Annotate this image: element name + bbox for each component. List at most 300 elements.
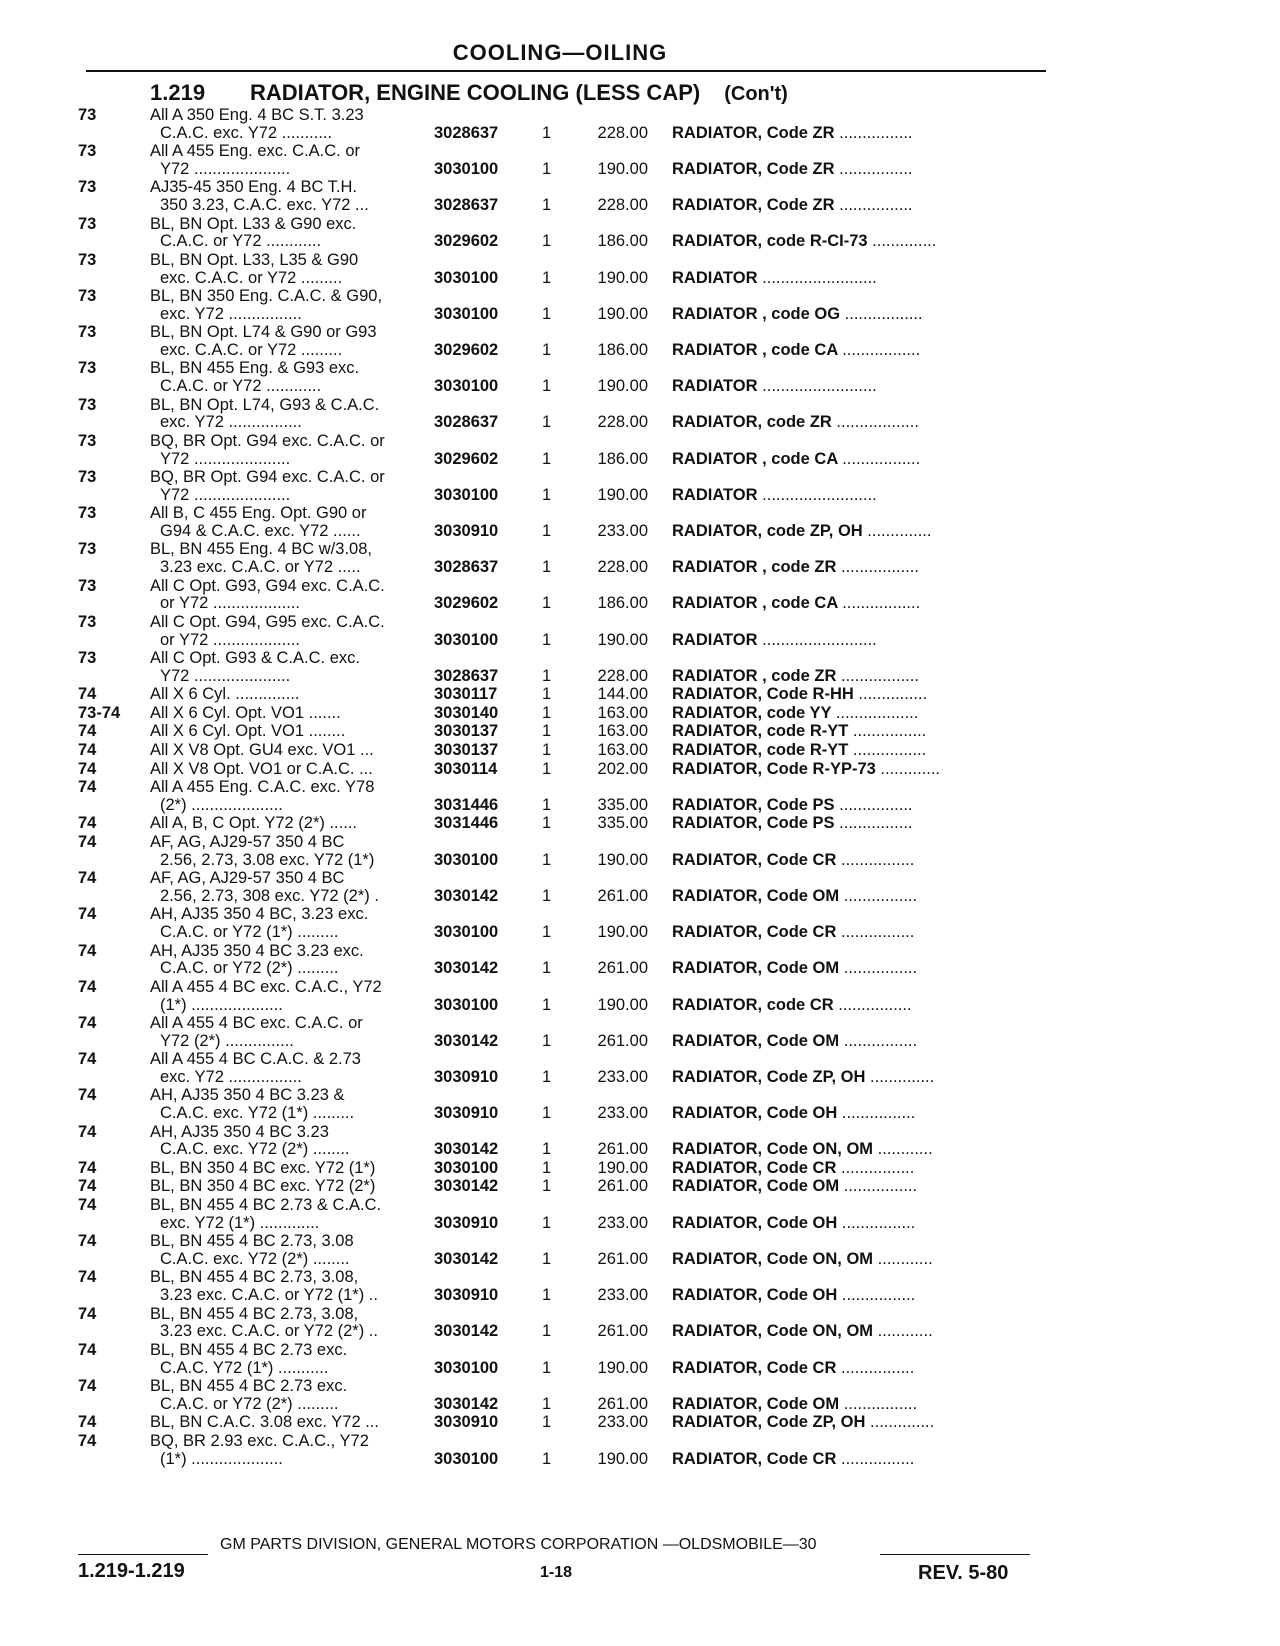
part-number: 3030142 — [434, 1249, 499, 1268]
quantity: 1 — [542, 232, 552, 251]
description-text: RADIATOR, Code ON, OM — [672, 1140, 874, 1159]
application-line-2: 2.56, 2.73, 308 exc. Y72 (2*) . — [160, 886, 379, 905]
description-text: RADIATOR, Code ZP, OH — [672, 1413, 866, 1432]
application-line-2: 2.56, 2.73, 3.08 exc. Y72 (1*) — [160, 850, 375, 869]
quantity: 1 — [542, 558, 552, 577]
part-number: 3030114 — [434, 759, 498, 778]
model-year: 73 — [78, 106, 97, 124]
part-number: 3030100 — [434, 377, 499, 396]
quantity: 1 — [542, 666, 552, 685]
list-item — [0, 741, 1280, 760]
quantity: 1 — [542, 703, 552, 722]
price: 190.00 — [597, 377, 648, 396]
price: 261.00 — [597, 959, 648, 978]
part-number: 3030142 — [434, 1394, 499, 1413]
model-year: 74 — [78, 833, 97, 851]
leader-dots: ................ — [852, 722, 927, 741]
part-description — [672, 1032, 917, 1051]
price: 190.00 — [597, 159, 648, 178]
application-line-2: C.A.C. exc. Y72 ........... — [160, 123, 333, 142]
model-year: 73 — [78, 142, 97, 161]
quantity: 1 — [542, 159, 552, 178]
list-item — [0, 1014, 1280, 1050]
application-line-2: C.A.C. or Y72 (2*) ......... — [160, 959, 339, 978]
leader-dots: ................ — [840, 1358, 915, 1377]
description-text: RADIATOR , code ZR — [672, 666, 837, 685]
application-line-1: All A 455 4 BC C.A.C. & 2.73 — [150, 1050, 361, 1069]
leader-dots: ................ — [843, 886, 918, 905]
model-year: 74 — [78, 1431, 97, 1450]
list-item — [0, 704, 1280, 723]
part-description — [672, 594, 920, 613]
application-line-2: (1*) .................... — [160, 1449, 283, 1468]
model-year: 74 — [78, 685, 97, 704]
part-description — [672, 760, 940, 779]
leader-dots: ................ — [852, 741, 927, 759]
application-line-2: C.A.C. or Y72 (1*) ......... — [160, 923, 339, 942]
part-description — [672, 722, 926, 741]
model-year: 74 — [78, 1014, 97, 1032]
quantity: 1 — [542, 196, 552, 215]
list-item — [0, 142, 1280, 178]
leader-dots: ................ — [841, 1104, 916, 1123]
part-description — [672, 522, 931, 541]
application-line-1: All X 6 Cyl. .............. — [150, 685, 300, 704]
application-line-1: All B, C 455 Eng. Opt. G90 or — [150, 504, 367, 523]
description-text: RADIATOR, code R-YT — [672, 741, 849, 759]
price: 228.00 — [597, 123, 648, 142]
list-item — [0, 577, 1280, 613]
part-number: 3029602 — [434, 449, 499, 468]
application-line-1: All X V8 Opt. GU4 exc. VO1 ... — [150, 741, 374, 759]
list-item — [0, 1377, 1280, 1413]
list-item — [0, 905, 1280, 941]
footer-publisher: GM PARTS DIVISION, GENERAL MOTORS CORPORATION —OLDSMOBILE—30 — [220, 1536, 817, 1553]
leader-dots: ................ — [839, 196, 913, 215]
application-line-1: AJ35-45 350 Eng. 4 BC T.H. — [150, 178, 357, 197]
footer-rule-left — [78, 1554, 208, 1555]
price: 261.00 — [597, 886, 648, 905]
price: 163.00 — [597, 741, 648, 759]
model-year: 73 — [78, 250, 97, 269]
application-line-2: C.A.C. exc. Y72 (1*) ......... — [160, 1104, 355, 1123]
list-item — [0, 760, 1280, 779]
quantity: 1 — [542, 959, 552, 978]
price: 233.00 — [597, 1413, 648, 1432]
quantity: 1 — [542, 1158, 552, 1177]
application-line-1: All C Opt. G94, G95 exc. C.A.C. — [150, 612, 385, 631]
part-number: 3030100 — [434, 304, 499, 323]
part-number: 3030117 — [434, 685, 498, 704]
part-number: 3030100 — [434, 630, 499, 649]
description-text: RADIATOR, Code CR — [672, 1158, 837, 1177]
quantity: 1 — [542, 722, 552, 741]
model-year: 74 — [78, 722, 97, 741]
model-year: 74 — [78, 1050, 97, 1069]
part-number: 3030140 — [434, 703, 499, 722]
application-line-1: All C Opt. G93 & C.A.C. exc. — [150, 649, 360, 667]
quantity: 1 — [542, 1322, 552, 1341]
price: 190.00 — [597, 923, 648, 942]
price: 190.00 — [597, 1158, 648, 1177]
list-item — [0, 1123, 1280, 1159]
part-description — [672, 704, 918, 723]
model-year: 73 — [78, 323, 97, 342]
model-year: 73 — [78, 178, 97, 197]
leader-dots: ................ — [840, 923, 915, 942]
part-description — [672, 196, 913, 215]
list-item — [0, 978, 1280, 1014]
part-description — [672, 558, 919, 577]
list-item — [0, 722, 1280, 741]
part-description — [672, 923, 914, 942]
model-year: 74 — [78, 1122, 97, 1141]
leader-dots: ................ — [841, 1286, 916, 1305]
price: 163.00 — [597, 722, 648, 741]
quantity: 1 — [542, 995, 552, 1014]
application-line-1: BL, BN 350 4 BC exc. Y72 (1*) — [150, 1158, 376, 1177]
description-text: RADIATOR, Code ZR — [672, 123, 835, 142]
part-description — [672, 269, 877, 288]
application-line-2: or Y72 ................... — [160, 594, 301, 613]
model-year: 73 — [78, 431, 97, 450]
leader-dots: ......................... — [762, 268, 877, 287]
application-line-1: All A 455 4 BC exc. C.A.C., Y72 — [150, 977, 382, 996]
quantity: 1 — [542, 1286, 552, 1305]
list-item — [0, 178, 1280, 214]
model-year: 74 — [78, 1340, 97, 1359]
part-number: 3030100 — [434, 850, 499, 869]
list-item — [0, 106, 1280, 142]
part-number: 3028637 — [434, 413, 499, 432]
quantity: 1 — [542, 1394, 552, 1413]
price: 202.00 — [597, 759, 648, 778]
description-text: RADIATOR, code ZR — [672, 413, 832, 432]
quantity: 1 — [542, 850, 552, 869]
price: 261.00 — [597, 1140, 648, 1159]
quantity: 1 — [542, 795, 552, 814]
leader-dots: ............... — [858, 685, 928, 704]
description-text: RADIATOR, Code R-YP-73 — [672, 759, 876, 778]
model-year: 73 — [78, 214, 97, 233]
description-text: RADIATOR, Code PS — [672, 814, 835, 833]
price: 261.00 — [597, 1394, 648, 1413]
part-number: 3029602 — [434, 594, 499, 613]
quantity: 1 — [542, 1358, 552, 1377]
part-description — [672, 486, 877, 505]
application-line-2: 3.23 exc. C.A.C. or Y72 ..... — [160, 558, 361, 577]
description-text: RADIATOR, code YY — [672, 703, 832, 722]
model-year: 74 — [78, 941, 97, 960]
description-text: RADIATOR, Code CR — [672, 850, 837, 869]
list-item — [0, 1232, 1280, 1268]
quantity: 1 — [542, 377, 552, 396]
list-item — [0, 942, 1280, 978]
model-year: 74 — [78, 1304, 97, 1323]
price: 190.00 — [597, 304, 648, 323]
leader-dots: ......................... — [762, 377, 877, 396]
price: 190.00 — [597, 1358, 648, 1377]
description-text: RADIATOR, Code ZR — [672, 196, 835, 215]
part-number: 3031446 — [434, 795, 499, 814]
group-number: 1.219 — [150, 80, 206, 105]
model-year: 73 — [78, 576, 97, 595]
description-text: RADIATOR, Code OH — [672, 1104, 838, 1123]
application-line-2: Y72 ..................... — [160, 449, 291, 468]
model-year: 74 — [78, 977, 97, 996]
price: 261.00 — [597, 1177, 648, 1196]
application-line-1: All X 6 Cyl. Opt. VO1 ....... — [150, 703, 341, 722]
leader-dots: ................ — [839, 123, 913, 142]
leader-dots: .............. — [867, 521, 932, 540]
application-line-2: 3.23 exc. C.A.C. or Y72 (2*) .. — [160, 1322, 378, 1341]
application-line-2: G94 & C.A.C. exc. Y72 ...... — [160, 521, 361, 540]
application-line-2: C.A.C. or Y72 (2*) ......... — [160, 1394, 339, 1413]
leader-dots: ................ — [843, 1394, 918, 1413]
part-number: 3029602 — [434, 340, 499, 359]
model-year: 73 — [78, 468, 97, 486]
footer-group-range: 1.219-1.219 — [78, 1560, 185, 1582]
part-description — [672, 1359, 914, 1378]
part-number: 3030100 — [434, 1358, 499, 1377]
group-title: RADIATOR, ENGINE COOLING (LESS CAP) — [250, 80, 701, 105]
price: 190.00 — [597, 485, 648, 504]
application-line-2: 3.23 exc. C.A.C. or Y72 (1*) .. — [160, 1286, 378, 1305]
quantity: 1 — [542, 814, 552, 833]
part-description — [672, 305, 923, 324]
part-number: 3028637 — [434, 196, 499, 215]
application-line-1: AF, AG, AJ29-57 350 4 BC — [150, 869, 345, 888]
price: 233.00 — [597, 1286, 648, 1305]
price: 233.00 — [597, 1104, 648, 1123]
part-description — [672, 1322, 933, 1341]
description-text: RADIATOR — [672, 485, 758, 504]
leader-dots: .................. — [836, 413, 919, 432]
leader-dots: ................ — [843, 959, 918, 978]
quantity: 1 — [542, 1031, 552, 1050]
application-line-1: BL, BN 455 4 BC 2.73 & C.A.C. — [150, 1196, 382, 1214]
application-line-1: BQ, BR Opt. G94 exc. C.A.C. or — [150, 468, 385, 486]
description-text: RADIATOR, Code OM — [672, 1177, 840, 1196]
list-item — [0, 1341, 1280, 1377]
price: 186.00 — [597, 340, 648, 359]
list-item — [0, 323, 1280, 359]
leader-dots: ................. — [841, 558, 919, 577]
description-text: RADIATOR , code CA — [672, 340, 838, 359]
application-line-1: BL, BN 455 Eng. & G93 exc. — [150, 359, 360, 378]
quantity: 1 — [542, 449, 552, 468]
price: 261.00 — [597, 1031, 648, 1050]
application-line-1: All A, B, C Opt. Y72 (2*) ...... — [150, 814, 357, 833]
application-line-2: exc. C.A.C. or Y72 ......... — [160, 340, 343, 359]
part-description — [672, 1413, 934, 1432]
list-item — [0, 1050, 1280, 1086]
part-description — [672, 1068, 934, 1087]
quantity: 1 — [542, 1067, 552, 1086]
part-number: 3028637 — [434, 558, 499, 577]
application-line-1: BL, BN 455 Eng. 4 BC w/3.08, — [150, 540, 372, 559]
leader-dots: ................. — [842, 449, 921, 468]
model-year: 74 — [78, 759, 97, 778]
list-item — [0, 1177, 1280, 1196]
application-line-1: All A 455 4 BC exc. C.A.C. or — [150, 1014, 363, 1032]
application-line-1: BL, BN Opt. L74, G93 & C.A.C. — [150, 395, 380, 414]
quantity: 1 — [542, 1140, 552, 1159]
application-line-2: exc. Y72 ................ — [160, 304, 302, 323]
model-year: 74 — [78, 814, 97, 833]
application-line-2: Y72 ..................... — [160, 666, 291, 685]
application-line-1: AF, AG, AJ29-57 350 4 BC — [150, 833, 345, 851]
part-description — [672, 377, 877, 396]
footer-revision: REV. 5-80 — [918, 1562, 1009, 1584]
application-line-1: BQ, BR Opt. G94 exc. C.A.C. or — [150, 431, 385, 450]
price: 186.00 — [597, 232, 648, 251]
leader-dots: ................. — [841, 666, 919, 685]
part-description — [672, 232, 936, 251]
leader-dots: ................ — [843, 1177, 918, 1196]
leader-dots: .............. — [870, 1413, 935, 1432]
list-item — [0, 778, 1280, 814]
part-number: 3030137 — [434, 741, 499, 759]
part-number: 3030142 — [434, 959, 499, 978]
price: 335.00 — [597, 795, 648, 814]
footer-rule-right — [880, 1554, 1030, 1555]
section-title: COOLING—OILING — [452, 40, 668, 65]
quantity: 1 — [542, 413, 552, 432]
part-description — [672, 413, 919, 432]
part-number: 3028637 — [434, 123, 499, 142]
part-number: 3030100 — [434, 995, 499, 1014]
part-description — [672, 796, 913, 815]
part-number: 3030910 — [434, 1213, 499, 1232]
list-item — [0, 833, 1280, 869]
price: 190.00 — [597, 1449, 648, 1468]
description-text: RADIATOR, code R-YT — [672, 722, 849, 741]
description-text: RADIATOR, Code CR — [672, 1449, 837, 1468]
part-description — [672, 1286, 915, 1305]
model-year: 74 — [78, 778, 97, 797]
quantity: 1 — [542, 923, 552, 942]
model-year: 73 — [78, 612, 97, 631]
list-item — [0, 215, 1280, 251]
application-line-1: BL, BN Opt. L33 & G90 exc. — [150, 214, 357, 233]
part-description — [672, 887, 917, 906]
list-item — [0, 1413, 1280, 1432]
list-item — [0, 432, 1280, 468]
part-description — [672, 341, 920, 360]
model-year: 74 — [78, 1177, 97, 1196]
part-description — [672, 1140, 933, 1159]
application-line-1: All A 455 Eng. C.A.C. exc. Y78 — [150, 778, 375, 797]
leader-dots: .................. — [835, 703, 919, 722]
list-item — [0, 359, 1280, 395]
part-number: 3030910 — [434, 1413, 499, 1432]
application-line-1: BL, BN 455 4 BC 2.73, 3.08, — [150, 1268, 359, 1287]
part-description — [672, 1159, 914, 1178]
list-item — [0, 396, 1280, 432]
quantity: 1 — [542, 1104, 552, 1123]
part-description — [672, 124, 913, 143]
leader-dots: ................. — [842, 594, 921, 613]
price: 186.00 — [597, 594, 648, 613]
description-text: RADIATOR, Code R-HH — [672, 685, 854, 704]
leader-dots: ................ — [838, 995, 912, 1014]
leader-dots: .............. — [870, 1067, 935, 1086]
description-text: RADIATOR, Code OM — [672, 1031, 840, 1050]
price: 144.00 — [597, 685, 648, 704]
application-line-2: C.A.C. exc. Y72 (2*) ........ — [160, 1140, 350, 1159]
part-number: 3030142 — [434, 1031, 499, 1050]
description-text: RADIATOR, Code OM — [672, 1394, 840, 1413]
description-text: RADIATOR, code CR — [672, 995, 834, 1014]
application-line-1: BL, BN Opt. L33, L35 & G90 — [150, 250, 359, 269]
model-year: 74 — [78, 1232, 97, 1251]
application-line-2: exc. Y72 (1*) ............. — [160, 1213, 320, 1232]
application-line-2: (2*) .................... — [160, 795, 283, 814]
part-number: 3030910 — [434, 521, 499, 540]
application-line-1: AH, AJ35 350 4 BC, 3.23 exc. — [150, 905, 369, 924]
model-year: 74 — [78, 1196, 97, 1214]
quantity: 1 — [542, 630, 552, 649]
list-item — [0, 814, 1280, 833]
description-text: RADIATOR, Code CR — [672, 1358, 837, 1377]
quantity: 1 — [542, 1449, 552, 1468]
quantity: 1 — [542, 1213, 552, 1232]
description-text: RADIATOR, Code ON, OM — [672, 1322, 874, 1341]
description-text: RADIATOR, Code CR — [672, 923, 837, 942]
leader-dots: ............ — [877, 1322, 933, 1341]
part-number: 3030142 — [434, 1177, 499, 1196]
price: 190.00 — [597, 630, 648, 649]
model-year: 74 — [78, 869, 97, 888]
description-text: RADIATOR, Code PS — [672, 795, 835, 814]
description-text: RADIATOR — [672, 377, 758, 396]
description-text: RADIATOR, Code ON, OM — [672, 1249, 874, 1268]
part-number: 3030910 — [434, 1067, 499, 1086]
part-description — [672, 450, 920, 469]
list-item — [0, 1159, 1280, 1178]
quantity: 1 — [542, 1413, 552, 1432]
part-number: 3030142 — [434, 1140, 499, 1159]
list-item — [0, 869, 1280, 905]
model-year: 73 — [78, 287, 97, 305]
quantity: 1 — [542, 304, 552, 323]
application-line-1: All A 455 Eng. exc. C.A.C. or — [150, 142, 361, 161]
application-line-1: BQ, BR 2.93 exc. C.A.C., Y72 — [150, 1431, 369, 1450]
quantity: 1 — [542, 886, 552, 905]
list-item — [0, 540, 1280, 576]
price: 233.00 — [597, 1067, 648, 1086]
application-line-1: All A 350 Eng. 4 BC S.T. 3.23 — [150, 106, 364, 124]
price: 335.00 — [597, 814, 648, 833]
application-line-1: BL, BN 455 4 BC 2.73, 3.08, — [150, 1304, 359, 1323]
description-text: RADIATOR, Code ZR — [672, 159, 835, 178]
list-item — [0, 287, 1280, 323]
model-year: 74 — [78, 905, 97, 924]
quantity: 1 — [542, 268, 552, 287]
header-rule — [86, 70, 1046, 72]
list-item — [0, 685, 1280, 704]
leader-dots: ................ — [840, 850, 915, 869]
description-text: RADIATOR , code OG — [672, 304, 841, 323]
part-number: 3030100 — [434, 159, 499, 178]
leader-dots: .............. — [872, 232, 937, 251]
list-item — [0, 1086, 1280, 1122]
list-item — [0, 251, 1280, 287]
description-text: RADIATOR , code ZR — [672, 558, 837, 577]
part-description — [672, 631, 877, 650]
leader-dots: ......................... — [762, 630, 877, 649]
